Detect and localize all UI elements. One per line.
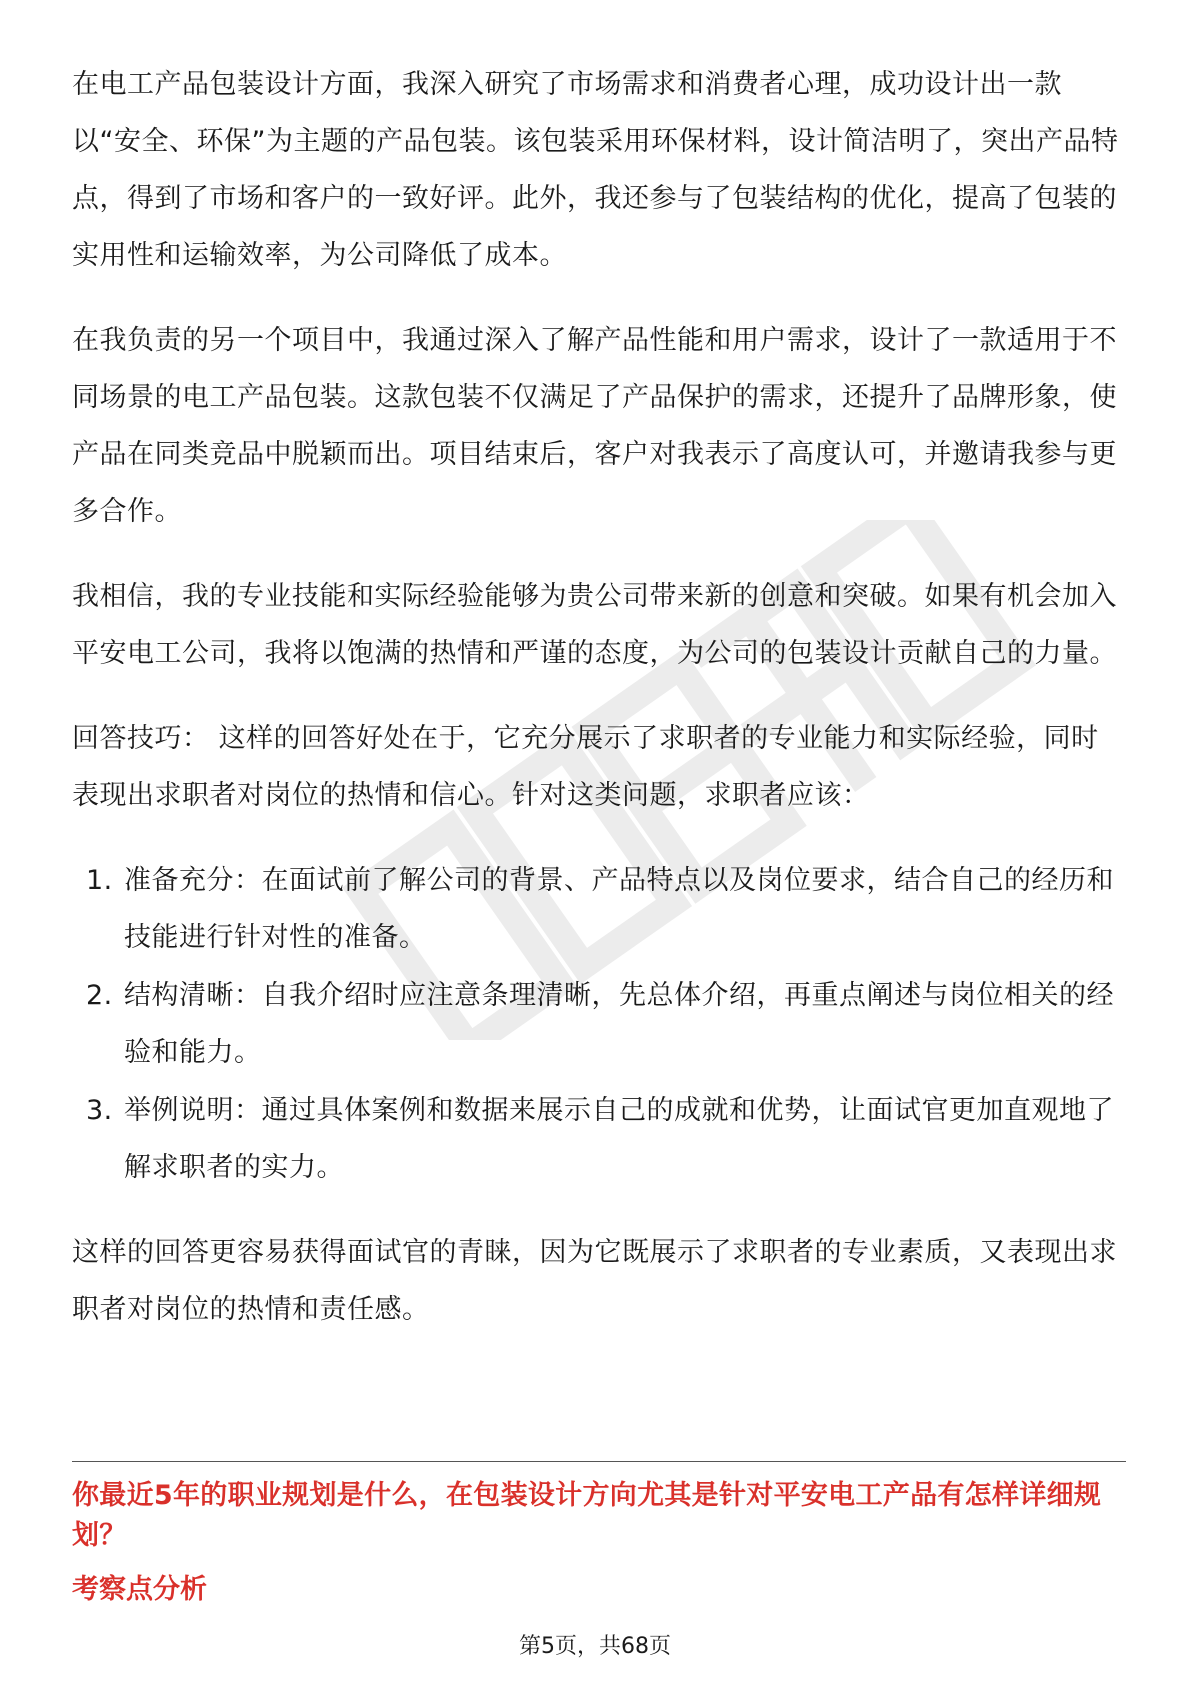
paragraph-answer-tips: 回答技巧： 这样的回答好处在于，它充分展示了求职者的专业能力和实际经验，同时表现出求职者对岗位的热情和信心。针对这类问题，求职者应该： [72, 723, 1099, 811]
list-item-number: 2. [86, 980, 113, 1011]
analysis-subheading: 考察点分析 [72, 1574, 207, 1605]
list-item [72, 1082, 1126, 1196]
section-divider [72, 1461, 1126, 1462]
next-question-heading: 你最近5年的职业规划是什么，在包装设计方向尤其是针对平安电工产品有怎样详细规划？ [72, 1480, 1102, 1551]
paragraph-closing: 我相信，我的专业技能和实际经验能够为贵公司带来新的创意和突破。如果有机会加入平安电工公司，我将以饱满的热情和严谨的态度，为公司的包装设计贡献自己的力量。 [72, 581, 1117, 669]
main-content [72, 56, 1126, 1366]
list-item-number: 1. [86, 865, 113, 896]
page-number-footer: 第5页，共68页 [519, 1634, 671, 1659]
list-item-text: 举例说明：通过具体案例和数据来展示自己的成就和优势，让面试官更加直观地了解求职者的实力。 [124, 1095, 1114, 1183]
list-item-text: 准备充分：在面试前了解公司的背景、产品特点以及岗位要求，结合自己的经历和技能进行针对性的准备。 [124, 865, 1114, 953]
paragraph-other-project: 在我负责的另一个项目中，我通过深入了解产品性能和用户需求，设计了一款适用于不同场景的电工产品包装。这款包装不仅满足了产品保护的需求，还提升了品牌形象，使产品在同类竞品中脱颖而出。项目结束后，客户对我表示了高度认可，并邀请我参与更多合作。 [72, 325, 1117, 527]
list-item [72, 967, 1126, 1081]
paragraph-summary: 这样的回答更容易获得面试官的青睐，因为它既展示了求职者的专业素质，又表现出求职者对岗位的热情和责任感。 [72, 1237, 1117, 1325]
list-item-number: 3. [86, 1095, 113, 1126]
list-item [72, 852, 1126, 966]
list-item-text: 结构清晰：自我介绍时应注意条理清晰，先总体介绍，再重点阐述与岗位相关的经验和能力。 [124, 980, 1114, 1068]
tips-list [72, 852, 1126, 1196]
paragraph-packaging-design: 在电工产品包装设计方面，我深入研究了市场需求和消费者心理，成功设计出一款以“安全、环保”为主题的产品包装。该包装采用环保材料，设计简洁明了，突出产品特点，得到了市场和客户的一致好评。此外，我还参与了包装结构的优化，提高了包装的实用性和运输效率，为公司降低了成本。 [72, 69, 1119, 271]
